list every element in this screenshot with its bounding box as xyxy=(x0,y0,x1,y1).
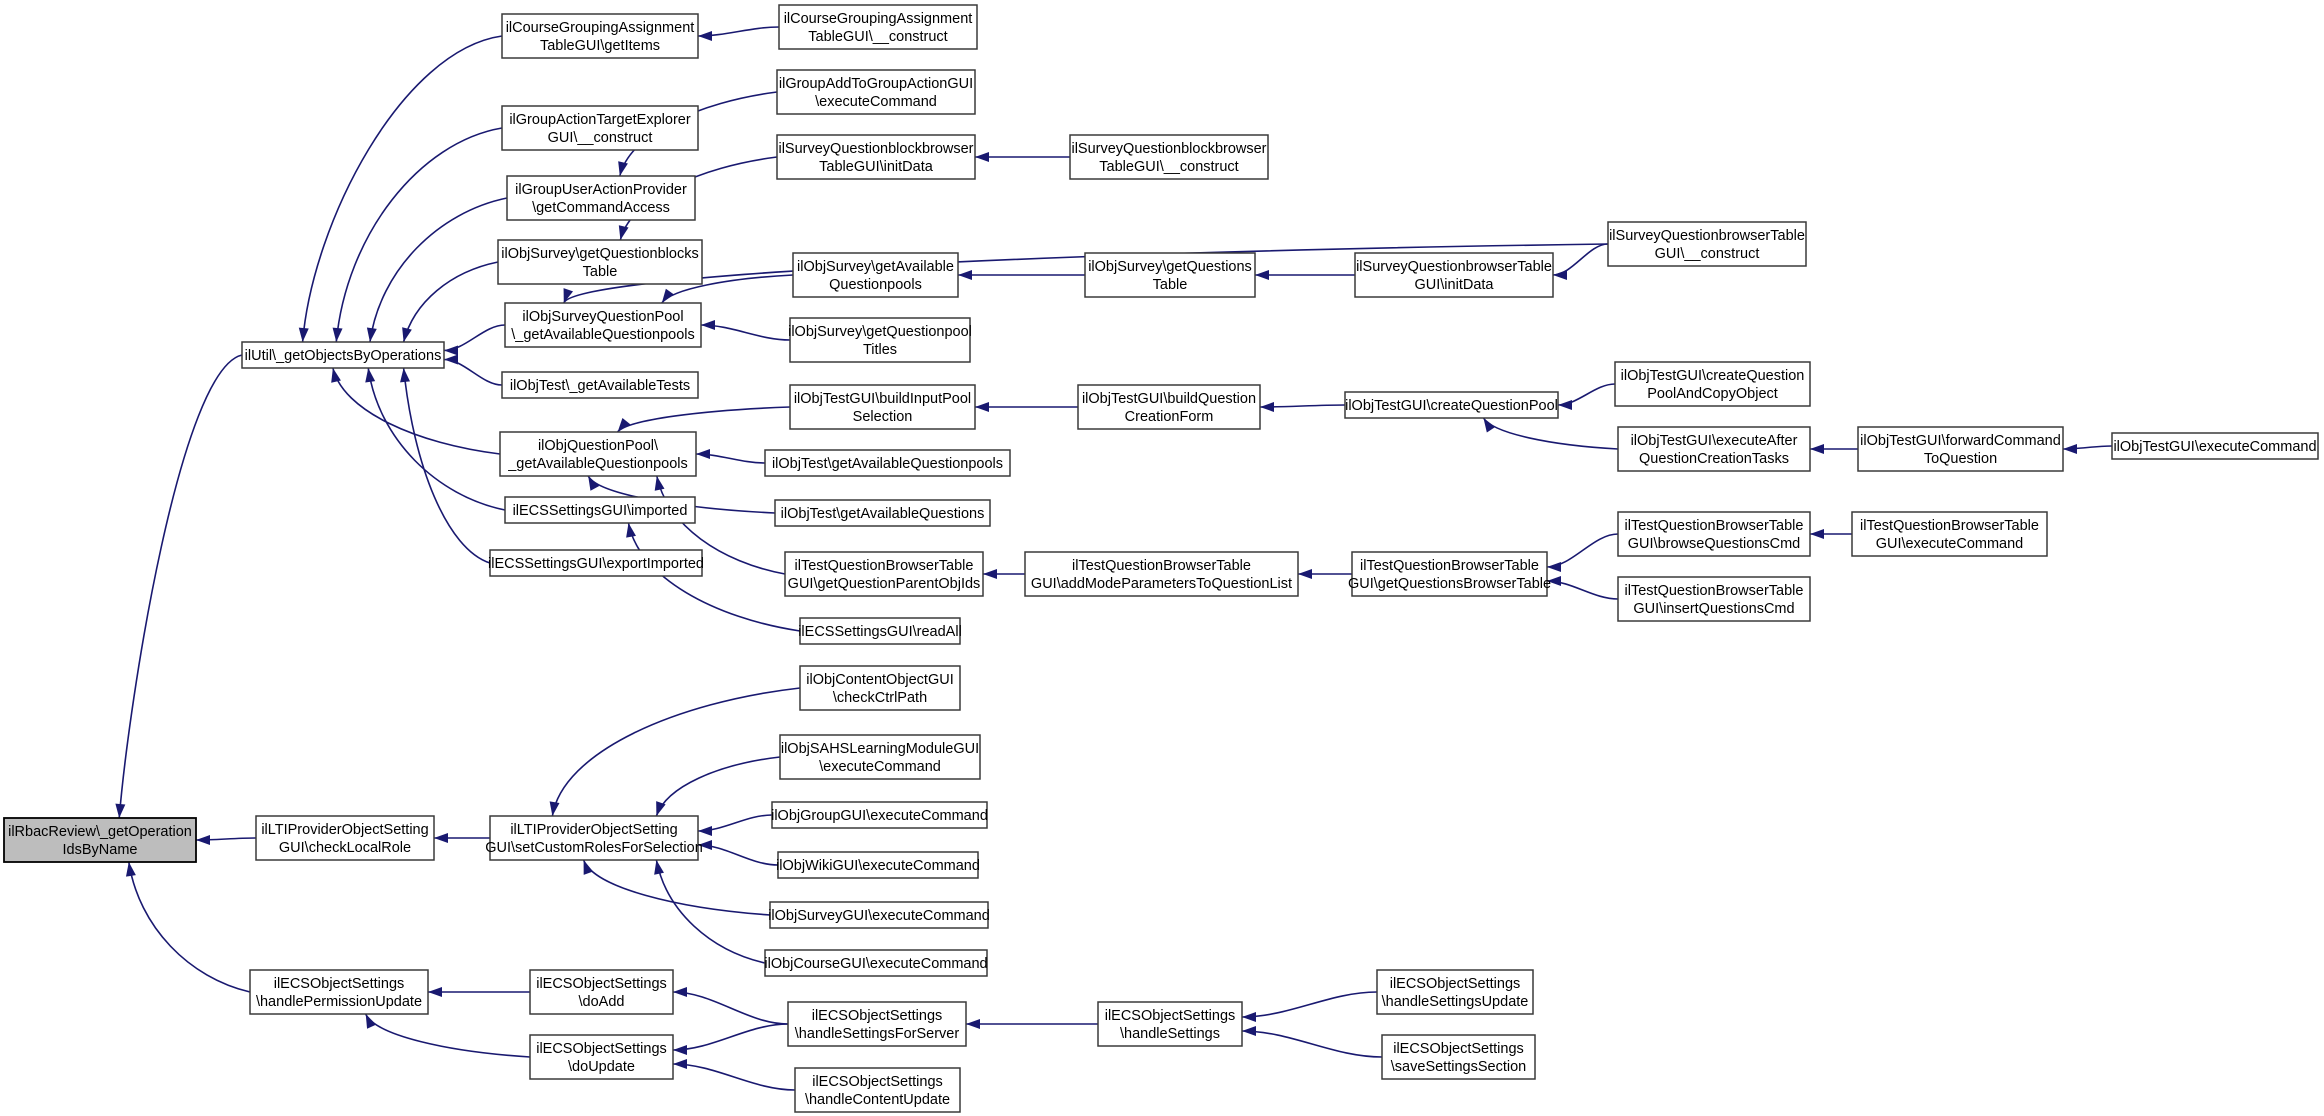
node-handleContentUpdate[interactable] xyxy=(795,1068,960,1112)
node-label: ilTestQuestionBrowserTable GUI\getQuestionsBrowserTable xyxy=(1347,558,1552,592)
node-label: ilObjSurvey\getQuestionpool Titles xyxy=(788,324,972,358)
node-testGetAvailableQp[interactable] xyxy=(765,450,1010,476)
node-groupActionTargetExplorer[interactable] xyxy=(502,106,698,150)
node-getQuestionsBrowserTable[interactable] xyxy=(1348,552,1551,596)
node-sahsExecute[interactable] xyxy=(780,735,980,779)
node-label: ilGroupActionTargetExplorer GUI\__construct xyxy=(509,112,691,146)
node-label: ilGroupAddToGroupActionGUI \executeCommand xyxy=(778,76,974,110)
node-label: ilLTIProviderObjectSetting GUI\setCustomRolesForSelection xyxy=(485,822,703,856)
node-label: ilECSObjectSettings \doUpdate xyxy=(536,1041,667,1075)
node-doUpdate[interactable] xyxy=(530,1035,673,1079)
node-label: ilLTIProviderObjectSetting GUI\checkLocalRole xyxy=(261,822,429,856)
edge-saveSettingsSection--handleSettings xyxy=(1242,1031,1382,1057)
node-label: ilTestQuestionBrowserTable GUI\getQuestionParentObjIds xyxy=(787,558,981,592)
node-surveyGetAvailableQp[interactable] xyxy=(793,253,958,297)
edge-sahsExecute--setCustomRoles xyxy=(656,757,780,816)
edge-ecsExportImported--util xyxy=(404,368,490,563)
node-label: ilECSObjectSettings \handleSettingsForServer xyxy=(794,1008,960,1042)
node-buildInputPool[interactable] xyxy=(790,385,975,429)
node-wikiGuiExecute[interactable] xyxy=(776,852,980,878)
node-groupUserActionProvider[interactable] xyxy=(507,176,695,220)
node-label: ilObjTestGUI\createQuestion PoolAndCopyObject xyxy=(1620,368,1805,402)
node-label: ilObjCourseGUI\executeCommand xyxy=(764,956,988,972)
node-label: ilObjContentObjectGUI \checkCtrlPath xyxy=(806,672,954,706)
node-browserTableInitData[interactable] xyxy=(1355,253,1553,297)
node-label: ilCourseGroupingAssignment TableGUI\__construct xyxy=(783,11,973,45)
node-surveyQuestionPool[interactable] xyxy=(505,303,701,347)
node-label: ilObjTestGUI\executeCommand xyxy=(2113,439,2317,455)
node-forwardCommandToQuestion[interactable] xyxy=(1858,427,2063,471)
node-label: ilObjSurveyGUI\executeCommand xyxy=(768,908,990,924)
node-label: ilECSObjectSettings \saveSettingsSection xyxy=(1390,1041,1527,1075)
nodes-layer xyxy=(4,5,2318,1112)
edge-checkCtrlPath--setCustomRoles xyxy=(552,688,800,816)
node-label: ilSurveyQuestionbrowserTable GUI\__construct xyxy=(1609,228,1805,262)
node-blockbrowserInitData[interactable] xyxy=(777,135,975,179)
node-saveSettingsSection[interactable] xyxy=(1382,1035,1535,1079)
node-label: ilTestQuestionBrowserTable GUI\addModeParametersToQuestionList xyxy=(1030,558,1293,592)
node-testGuiExecuteCommand[interactable] xyxy=(2112,433,2318,459)
edge-groupUserActionProvider--util xyxy=(370,198,507,342)
edge-wikiGuiExecute--setCustomRoles xyxy=(698,845,778,865)
node-getQuestionblocksTable[interactable] xyxy=(498,240,702,284)
node-label: ilObjGroupGUI\executeCommand xyxy=(771,808,988,824)
edge-testGetAvailableTests--util xyxy=(444,360,502,386)
node-ecsExportImported[interactable] xyxy=(488,550,704,576)
edge-handleSettingsForServer--doUpdate xyxy=(673,1024,788,1050)
edge-handleSettingsUpdate--handleSettings xyxy=(1242,992,1377,1017)
node-checkLocalRole[interactable] xyxy=(256,816,434,860)
node-label: ilRbacReview\_getOperation IdsByName xyxy=(8,824,192,858)
node-executeAfterTasks[interactable] xyxy=(1618,427,1810,471)
node-label: ilUtil\_getObjectsByOperations xyxy=(244,348,442,364)
node-label: ilTestQuestionBrowserTable GUI\browseQuestionsCmd xyxy=(1624,518,1804,552)
edge-util--rbac xyxy=(119,355,242,818)
node-label: ilECSSettingsGUI\imported xyxy=(512,503,688,519)
node-label: ilSurveyQuestionblockbrowser TableGUI\__construct xyxy=(1071,141,1267,175)
node-buildQuestionCreationForm[interactable] xyxy=(1078,385,1260,429)
node-testGetAvailableTests[interactable] xyxy=(502,372,698,398)
node-handleSettingsUpdate[interactable] xyxy=(1377,970,1533,1014)
node-courseGroupingConstruct[interactable] xyxy=(779,5,977,49)
node-label: ilObjTestGUI\executeAfter QuestionCreationTasks xyxy=(1630,433,1798,467)
edge-surveyQuestionPool--util xyxy=(444,325,505,351)
node-objQuestionPool[interactable] xyxy=(500,432,696,476)
node-label: ilECSObjectSettings \handleSettingsUpdate xyxy=(1381,976,1529,1010)
node-label: ilObjTestGUI\createQuestionPool xyxy=(1345,398,1558,414)
node-label: ilObjTestGUI\buildQuestion CreationForm xyxy=(1081,391,1257,425)
edge-handleSettingsForServer--doAdd xyxy=(673,992,788,1024)
node-label: ilECSSettingsGUI\exportImported xyxy=(488,556,704,572)
node-label: ilObjTestGUI\buildInputPool Selection xyxy=(793,391,972,425)
node-setCustomRoles[interactable] xyxy=(485,816,703,860)
node-label: ilObjSurvey\getQuestionblocks Table xyxy=(501,246,699,280)
edge-buildInputPool--objQuestionPool xyxy=(618,407,790,432)
node-addModeParameters[interactable] xyxy=(1025,552,1298,596)
edge-groupGuiExecute--setCustomRoles xyxy=(698,815,772,831)
node-createQPoolAndCopy[interactable] xyxy=(1615,362,1810,406)
node-groupAddExecute[interactable] xyxy=(777,70,975,114)
edge-createQuestionPool--buildQuestionCreationForm xyxy=(1260,405,1345,407)
edge-insertQuestionsCmd--getQuestionsBrowserTable xyxy=(1547,581,1618,599)
node-label: ilTestQuestionBrowserTable GUI\insertQuestionsCmd xyxy=(1624,583,1804,617)
node-handleSettings[interactable] xyxy=(1098,1002,1242,1046)
node-browserTableConstruct[interactable] xyxy=(1608,222,1806,266)
node-checkCtrlPath[interactable] xyxy=(800,666,960,710)
node-surveyGetQuestionsTable[interactable] xyxy=(1085,253,1255,297)
node-label: ilObjSAHSLearningModuleGUI \executeCommand xyxy=(780,741,980,775)
edge-getItems--util xyxy=(303,36,502,342)
node-rbac[interactable] xyxy=(4,818,196,862)
node-label: ilSurveyQuestionbrowserTable GUI\initData xyxy=(1356,259,1552,293)
node-ecsImported[interactable] xyxy=(505,497,695,523)
node-surveyGuiExecute[interactable] xyxy=(768,902,990,928)
node-label: ilObjTest\_getAvailableTests xyxy=(509,378,691,394)
node-doAdd[interactable] xyxy=(530,970,673,1014)
node-label: ilECSObjectSettings \handleContentUpdate xyxy=(804,1074,951,1108)
node-ecsReadAll[interactable] xyxy=(798,618,962,644)
node-handlePermUpdate[interactable] xyxy=(250,970,428,1014)
edge-ecsImported--util xyxy=(368,368,505,510)
edge-browserTableConstruct--browserTableInitData xyxy=(1553,244,1608,275)
edge-handlePermUpdate--rbac xyxy=(129,862,250,992)
node-surveyGetQpTitles[interactable] xyxy=(788,318,972,362)
edge-getQuestionblocksTable--util xyxy=(404,262,498,342)
node-label: ilObjSurvey\getQuestions Table xyxy=(1088,259,1252,293)
edge-doUpdate--handlePermUpdate xyxy=(366,1014,530,1057)
node-label: ilObjTest\getAvailableQuestions xyxy=(780,506,985,522)
node-label: ilObjSurvey\getAvailable Questionpools xyxy=(797,259,954,293)
node-label: ilSurveyQuestionblockbrowser TableGUI\initData xyxy=(778,141,974,175)
node-tqbtExecuteCommand[interactable] xyxy=(1852,512,2047,556)
edge-courseGroupingConstruct--getItems xyxy=(698,27,779,36)
node-blockbrowserConstruct[interactable] xyxy=(1070,135,1268,179)
edge-courseGuiExecute--setCustomRoles xyxy=(656,860,765,963)
edge-handleContentUpdate--doUpdate xyxy=(673,1064,795,1090)
node-handleSettingsForServer[interactable] xyxy=(788,1002,966,1046)
edge-testGetAvailableQp--objQuestionPool xyxy=(696,454,765,463)
node-label: ilCourseGroupingAssignment TableGUI\getItems xyxy=(505,20,695,54)
node-getItems[interactable] xyxy=(502,14,698,58)
node-label: ilObjSurveyQuestionPool \_getAvailableQuestionpools xyxy=(511,309,695,343)
edge-createQPoolAndCopy--createQuestionPool xyxy=(1558,384,1615,405)
node-label: ilECSObjectSettings \handlePermissionUpdate xyxy=(255,976,423,1010)
node-label: ilObjQuestionPool\ _getAvailableQuestionpools xyxy=(508,438,688,472)
edge-ecsReadAll--ecsImported xyxy=(629,523,801,631)
node-label: ilGroupUserActionProvider \getCommandAccess xyxy=(515,182,687,216)
node-util[interactable] xyxy=(242,342,444,368)
node-getQuestionParentObjIds[interactable] xyxy=(785,552,983,596)
edge-checkLocalRole--rbac xyxy=(196,838,256,840)
edge-surveyGetQpTitles--surveyQuestionPool xyxy=(701,325,790,340)
edge-executeAfterTasks--createQuestionPool xyxy=(1483,418,1618,449)
edge-browseQuestionsCmd--getQuestionsBrowserTable xyxy=(1547,534,1618,567)
node-label: ilECSObjectSettings \handleSettings xyxy=(1104,1008,1236,1042)
node-label: ilECSSettingsGUI\readAll xyxy=(798,624,962,640)
node-label: ilObjWikiGUI\executeCommand xyxy=(776,858,980,874)
node-createQuestionPool[interactable] xyxy=(1345,392,1558,418)
node-label: ilECSObjectSettings \doAdd xyxy=(536,976,667,1010)
node-browseQuestionsCmd[interactable] xyxy=(1618,512,1810,556)
node-label: ilObjTestGUI\forwardCommand ToQuestion xyxy=(1860,433,2061,467)
edge-testGuiExecuteCommand--forwardCommandToQuestion xyxy=(2063,446,2112,449)
node-groupGuiExecute[interactable] xyxy=(771,802,988,828)
node-testGetAvailableQ[interactable] xyxy=(775,500,990,526)
node-courseGuiExecute[interactable] xyxy=(764,950,987,976)
node-insertQuestionsCmd[interactable] xyxy=(1618,577,1810,621)
node-label: ilTestQuestionBrowserTable GUI\executeCommand xyxy=(1860,518,2039,552)
node-label: ilObjTest\getAvailableQuestionpools xyxy=(771,456,1004,472)
